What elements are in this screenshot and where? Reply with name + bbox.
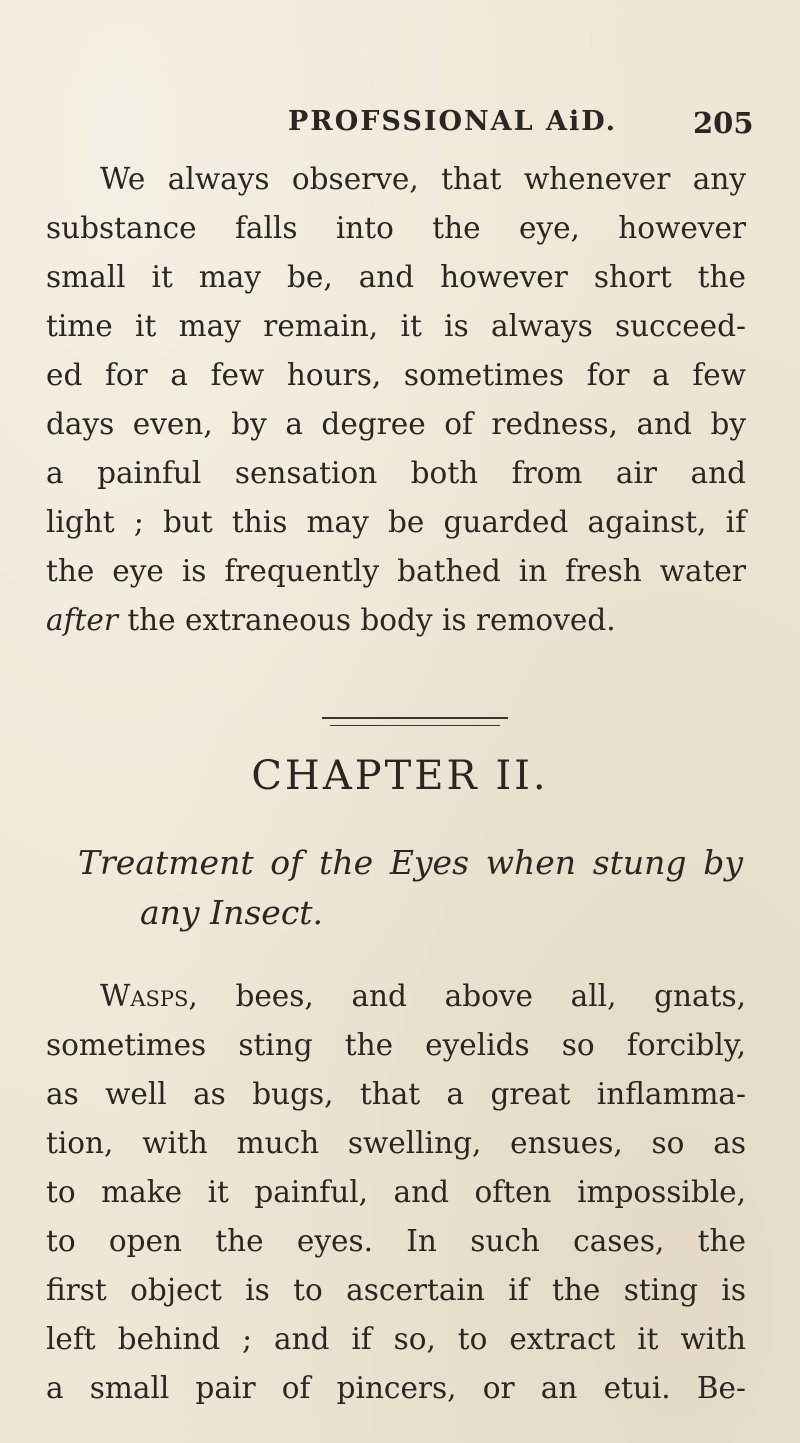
text-line: to make it painful, and often impossible,: [46, 1175, 746, 1209]
chapter-heading: CHAPTER II.: [251, 753, 549, 799]
page-number: 205: [693, 106, 754, 140]
drop-word: Wasps,: [100, 979, 198, 1013]
text-line: time it may remain, it is always succeed-: [46, 309, 746, 343]
text-line: small it may be, and however short the: [46, 260, 746, 294]
text-line: days even, by a degree of redness, and by: [46, 407, 746, 441]
section-rule-thin: [330, 725, 500, 726]
text-line: first object is to ascertain if the sting is: [46, 1273, 746, 1307]
text-line-first: [46, 972, 746, 1021]
text-line-rest: the extraneous body is removed.: [127, 603, 616, 637]
text-line: tion, with much swelling, ensues, so as: [46, 1126, 746, 1160]
text-line: left behind ; and if so, to extract it with: [46, 1322, 746, 1356]
text-line: a small pair of pincers, or an etui. Be-: [46, 1371, 746, 1405]
text-line: substance falls into the eye, however: [46, 211, 746, 245]
text-line: light ; but this may be guarded against, if: [46, 505, 746, 539]
subtitle-line: Treatment of the Eyes when stung by: [78, 843, 743, 882]
running-title: PROFSSIONAL AiD.: [288, 106, 618, 137]
running-head: [0, 106, 800, 146]
text-line: as well as bugs, that a great inflamma-: [46, 1077, 746, 1111]
chapter-subtitle: [78, 838, 743, 938]
section-rule: [322, 717, 508, 719]
text-line-last: [46, 596, 746, 645]
text-line: We always observe, that whenever any: [100, 162, 746, 196]
text-line: ed for a few hours, sometimes for a few: [46, 358, 746, 392]
text-line: sometimes sting the eyelids so forcibly,: [46, 1028, 746, 1062]
subtitle-line: any Insect.: [140, 893, 324, 932]
text-line: a painful sensation both from air and: [46, 456, 746, 490]
text-line-rest: bees, and above all, gnats,: [235, 979, 746, 1013]
text-line: to open the eyes. In such cases, the: [46, 1224, 746, 1258]
paragraph-1: [46, 155, 746, 645]
text-line: the eye is frequently bathed in fresh water: [46, 554, 746, 588]
italic-word: after: [46, 603, 118, 637]
paragraph-2: [46, 972, 746, 1413]
